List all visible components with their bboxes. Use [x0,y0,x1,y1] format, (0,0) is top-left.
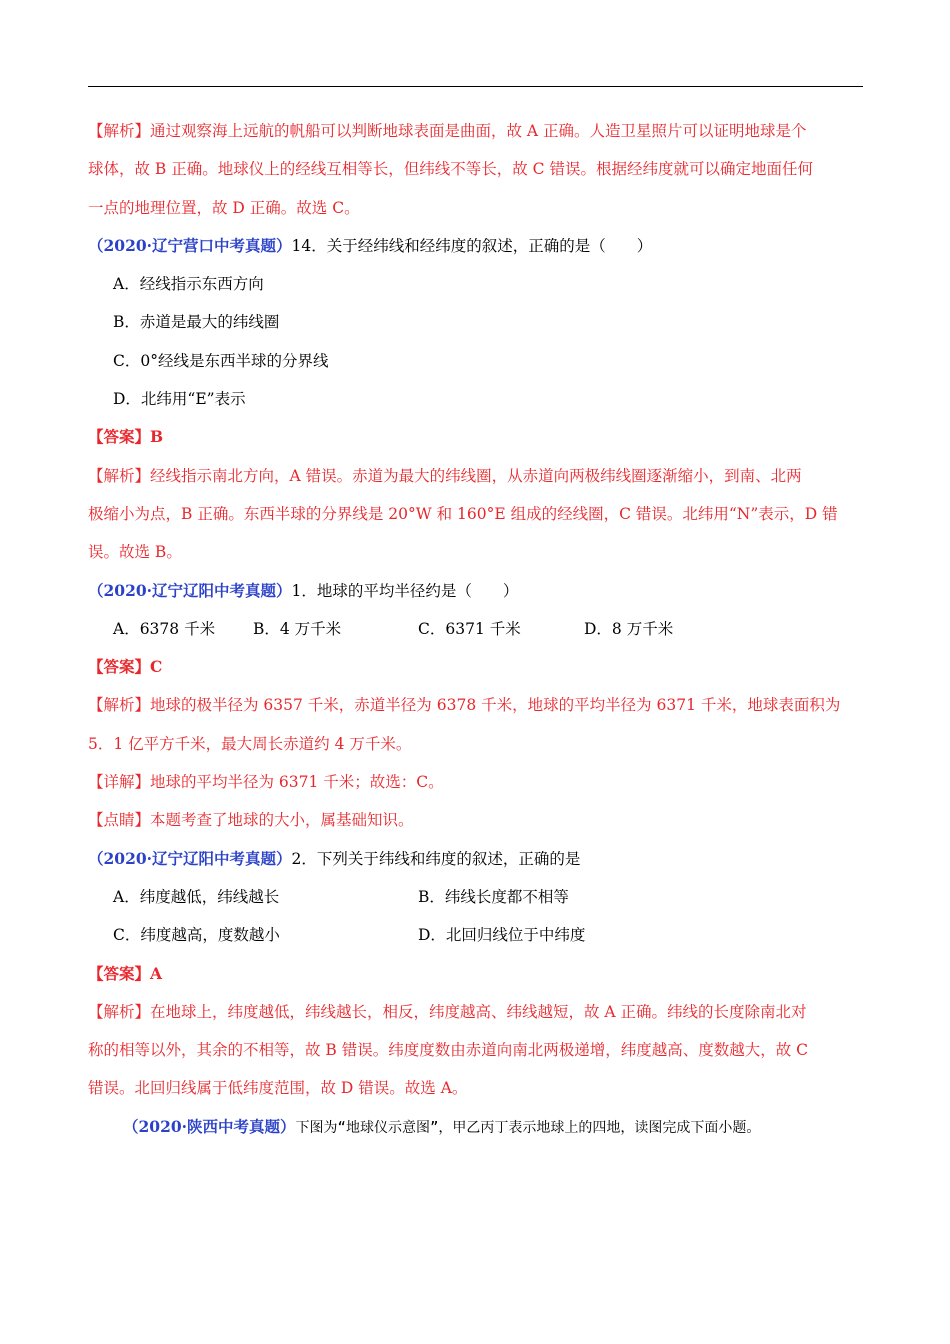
options-row [88,610,866,648]
option-a: A．6378 千米 [113,619,216,638]
options-row [88,878,866,916]
question-text: 14．关于经纬线和经纬度的叙述，正确的是（ ） [291,236,653,255]
options-row [88,916,866,954]
question-stem [88,1108,866,1147]
analysis-line: 一点的地理位置，故 D 正确。故选 C。 [88,198,360,217]
option-d: D．北回归线位于中纬度 [418,926,586,945]
question-source: （2020·辽宁营口中考真题） [88,235,292,255]
question-source: （2020·辽宁辽阳中考真题） [88,848,292,868]
answer-line: 【答案】B [88,427,164,447]
option-b: B．4 万千米 [253,619,342,638]
option-c: C．6371 千米 [418,619,521,638]
header-rule [88,86,863,87]
analysis-line: 错误。北回归线属于低纬度范围，故 D 错误。故选 A。 [88,1079,468,1098]
option-a: A．经线指示东西方向 [113,275,264,294]
question-text: 1．地球的平均半径约是（ ） [291,581,519,600]
answer-line: 【答案】A [88,963,163,983]
option-d: D．8 万千米 [584,619,674,638]
analysis-line: 误。故选 B。 [88,543,182,562]
question-stem [88,227,866,265]
question-stem [88,572,866,610]
option-b: B．赤道是最大的纬线圈 [113,313,280,332]
point-line: 【点睛】本题考查了地球的大小，属基础知识。 [88,811,414,830]
answer-line: 【答案】C [88,657,163,677]
question-source: （2020·陕西中考真题） [123,1116,296,1136]
option-b: B．纬线长度都不相等 [418,887,569,906]
document-body [88,112,866,1147]
option-a: A．纬度越低，纬线越长 [113,887,280,906]
analysis-line: 【解析】在地球上，纬度越低，纬线越长，相反，纬度越高、纬线越短，故 A 正确。纬线的长度除南北对 [88,1002,807,1021]
analysis-line: 【解析】通过观察海上远航的帆船可以判断地球表面是曲面，故 A 正确。人造卫星照片可以证明地球是个 [88,122,807,140]
option-d: D．北纬用“E”表示 [113,390,246,409]
question-text: 下图为“地球仪示意图”，甲乙丙丁表示地球上的四地，读图完成下面小题。 [295,1119,761,1136]
analysis-line: 球体，故 B 正确。地球仪上的经线互相等长，但纬线不等长，故 C 错误。根据经纬度就可以确定地面任何 [88,160,813,179]
analysis-line: 极缩小为点，B 正确。东西半球的分界线是 20°W 和 160°E 组成的经线圈，C 错误。北纬用“N”表示，D 错 [88,504,838,523]
question-source: （2020·辽宁辽阳中考真题） [88,580,292,600]
detail-line: 【详解】地球的平均半径为 6371 千米；故选：C。 [88,773,444,792]
analysis-line: 称的相等以外，其余的不相等，故 B 错误。纬度度数由赤道向南北两极递增，纬度越高、度数越大，故 C [88,1041,809,1060]
question-stem [88,840,866,878]
option-c: C．纬度越高，度数越小 [113,926,280,945]
question-text: 2．下列关于纬线和纬度的叙述，正确的是 [291,849,581,868]
analysis-line: 【解析】经线指示南北方向，A 错误。赤道为最大的纬线圈，从赤道向两极纬线圈逐渐缩小，到南、北两 [88,466,802,485]
analysis-line: 【解析】地球的极半径为 6357 千米，赤道半径为 6378 千米，地球的平均半径为 6371 千米，地球表面积为 [88,696,841,715]
option-c: C．0°经线是东西半球的分界线 [113,351,329,370]
analysis-line: 5．1 亿平方千米，最大周长赤道约 4 万千米。 [88,734,412,753]
